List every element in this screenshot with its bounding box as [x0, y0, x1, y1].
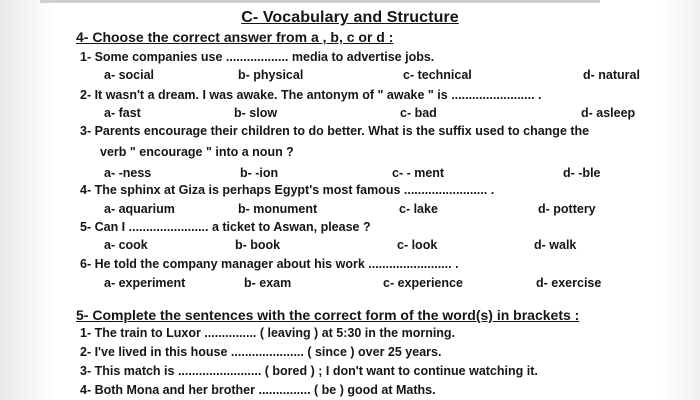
sentence-4: 4- Both Mona and her brother ............... ( be ) good at Maths.: [80, 383, 436, 397]
q3-option-a: a- -ness: [104, 166, 152, 180]
q5-option-b: b- book: [235, 238, 281, 252]
q5-option-d: d- walk: [534, 238, 577, 252]
q4-option-c: c- lake: [399, 202, 438, 216]
part5-heading: 5- Complete the sentences with the correct form of the word(s) in brackets :: [76, 307, 580, 323]
question-3-continued: verb " encourage " into a noun ?: [100, 145, 294, 159]
question-3: 3- Parents encourage their children to do better. What is the suffix used to change the: [80, 124, 590, 138]
q6-option-c: c- experience: [383, 276, 463, 290]
q6-option-d: d- exercise: [536, 276, 602, 290]
q3-option-b: b- -ion: [240, 166, 279, 180]
q5-option-a: a- cook: [104, 238, 148, 252]
q5-option-c: c- look: [397, 238, 438, 252]
part4-heading: 4- Choose the correct answer from a , b, c or d :: [76, 29, 394, 45]
section-title: C- Vocabulary and Structure: [241, 9, 459, 26]
q4-option-b: b- monument: [238, 202, 318, 216]
q6-option-a: a- experiment: [104, 276, 186, 290]
q3-option-c: c- - ment: [392, 166, 445, 180]
q2-option-a: a- fast: [104, 106, 141, 120]
q1-option-a: a- social: [104, 68, 155, 82]
q3-option-d: d- -ble: [563, 166, 601, 180]
question-1: 1- Some companies use .................. media to advertise jobs.: [80, 50, 435, 64]
question-5: 5- Can I ....................... a ticket to Aswan, please ?: [80, 220, 371, 234]
sentence-2: 2- I've lived in this house ..................... ( since ) over 25 years.: [80, 345, 442, 359]
q4-option-a: a- aquarium: [104, 202, 175, 216]
question-6: 6- He told the company manager about his work ........................ .: [80, 257, 459, 271]
sentence-3: 3- This match is ........................ ( bored ) ; I don't want to continue watching it.: [80, 364, 538, 378]
q6-option-b: b- exam: [244, 276, 292, 290]
q1-option-b: b- physical: [238, 68, 304, 82]
question-4: 4- The sphinx at Giza is perhaps Egypt's most famous ........................ .: [80, 183, 495, 197]
q2-option-c: c- bad: [400, 106, 437, 120]
q4-option-d: d- pottery: [538, 202, 596, 216]
q2-option-d: d- asleep: [581, 106, 636, 120]
question-2: 2- It wasn't a dream. I was awake. The antonym of " awake " is ........................ .: [80, 88, 542, 102]
sentence-1: 1- The train to Luxor ............... ( leaving ) at 5:30 in the morning.: [80, 326, 456, 340]
q1-option-d: d- natural: [583, 68, 640, 82]
q2-option-b: b- slow: [234, 106, 278, 120]
cut-off-line: [40, 0, 600, 3]
q1-option-c: c- technical: [403, 68, 472, 82]
